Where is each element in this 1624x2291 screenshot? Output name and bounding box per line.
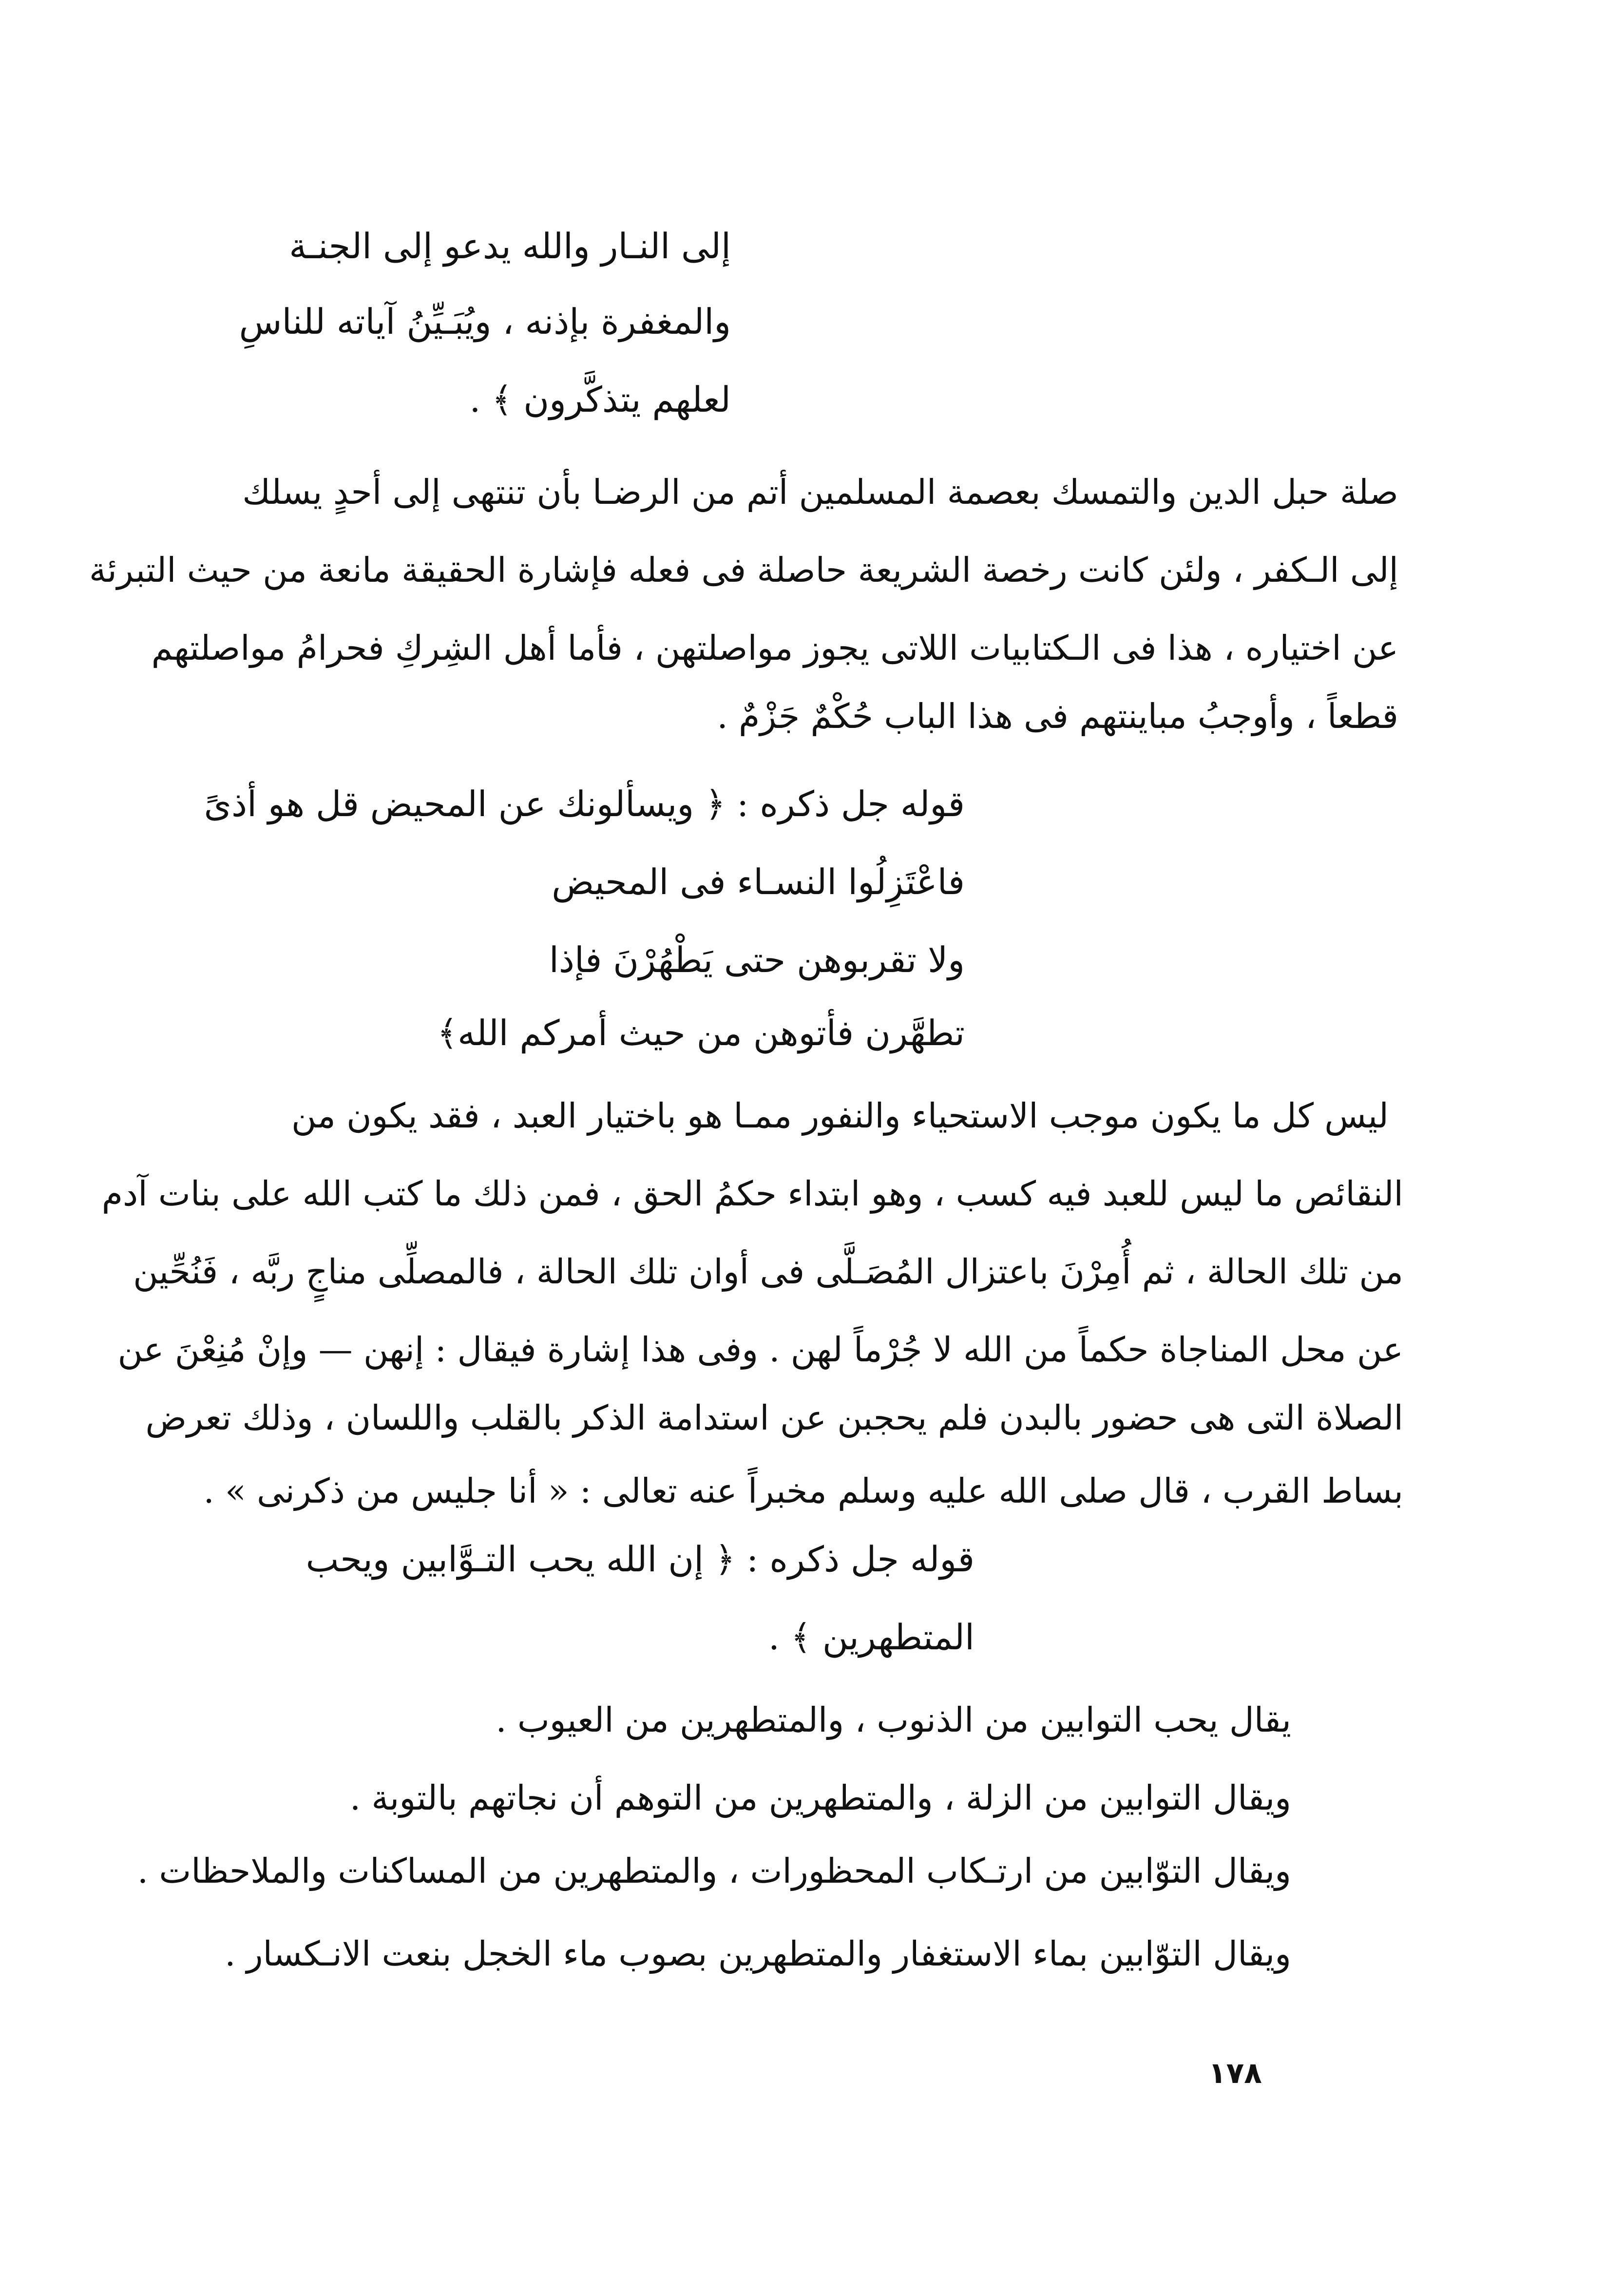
paragraph-2-line-1: ليس كل ما يكون موجب الاستحياء والنفور ممـا هو باختيار العبد ، فقد يكون من [291,1096,1389,1136]
page-number: ١٧٨ [1208,2056,1262,2090]
paragraph-2-line-4: عن محل المناجاة حكماً من الله لا جُرْماً لهن . وفى هذا إشارة فيقال : إنهن — وإنْ مُنِعْنَ عن [117,1330,1403,1370]
verse-3-line-2: المتطهرين ﴾ . [768,1617,974,1658]
paragraph-2-line-5: الصلاة التى هى حضور بالبدن فلم يحجبن عن استدامة الذكر بالقلب واللسان ، وذلك تعرض [145,1398,1403,1438]
paragraph-1-line-1: صلة حبل الدين والتمسك بعصمة المسلمين أتم من الرضـا بأن تنتهى إلى أحدٍ يسلك [242,472,1398,512]
verse-2-line-1: قوله جل ذكره : ﴿ ويسألونك عن المحيض قل هو أذىً [204,783,965,824]
paragraph-1-line-2: إلى الـكفر ، ولئن كانت رخصة الشريعة حاصلة فى فعله فإشارة الحقيقة مانعة من حيث التبرئة [89,550,1398,590]
paragraph-1-line-3: عن اختياره ، هذا فى الـكتابيات اللاتى يجوز مواصلتهن ، فأما أهل الشِركِ فحرامُ مواصلتهم [151,628,1398,668]
verse-2-line-3: ولا تقربوهن حتى يَطْهُرْنَ فإذا [549,939,965,980]
paragraph-1-line-4: قطعاً ، وأوجبُ مباينتهم فى هذا الباب حُكْمٌ جَزْمٌ . [717,696,1398,736]
verse-1-line-1: إلى النـار والله يدعو إلى الجنـة [289,226,731,267]
verse-3-line-1: قوله جل ذكره : ﴿ إن الله يحب التـوَّابين ويحب [306,1539,974,1580]
verse-1-line-2: والمغفرة بإذنه ، ويُبَـيِّنُ آياته للناسِ [239,301,731,342]
verse-2-line-2: فاعْتَزِلُوا النسـاء فى المحيض [552,861,965,902]
paragraph-3-line-3: ويقال التوّابين من ارتـكاب المحظورات ، والمتطهرين من المساكنات والملاحظات . [137,1851,1291,1891]
paragraph-3-line-4: ويقال التوّابين بماء الاستغفار والمتطهرين بصوب ماء الخجل بنعت الانـكسار . [225,1934,1291,1974]
verse-2-line-4: تطهَّرن فأتوهن من حيث أمركم الله﴾ [437,1012,965,1053]
paragraph-2-line-6: بساط القرب ، قال صلى الله عليه وسلم مخبراً عنه تعالى : « أنا جليس من ذكرنى » . [203,1471,1403,1511]
verse-1-line-3: لعلهم يتذكَّرون ﴾ . [469,379,731,420]
paragraph-3-line-1: يقال يحب التوابين من الذنوب ، والمتطهرين من العيوب . [496,1700,1291,1740]
paragraph-2-line-2: النقائص ما ليس للعبد فيه كسب ، وهو ابتداء حكمُ الحق ، فمن ذلك ما كتب الله على بنات آدم [101,1174,1403,1214]
paragraph-2-line-3: من تلك الحالة ، ثم أُمِرْنَ باعتزال المُصَـلَّى فى أوان تلك الحالة ، فالمصلِّى مناجٍ ربَّه ، فَنُحِّين [133,1252,1403,1292]
paragraph-3-line-2: ويقال التوابين من الزلة ، والمتطهرين من التوهم أن نجاتهم بالتوبة . [349,1778,1291,1818]
